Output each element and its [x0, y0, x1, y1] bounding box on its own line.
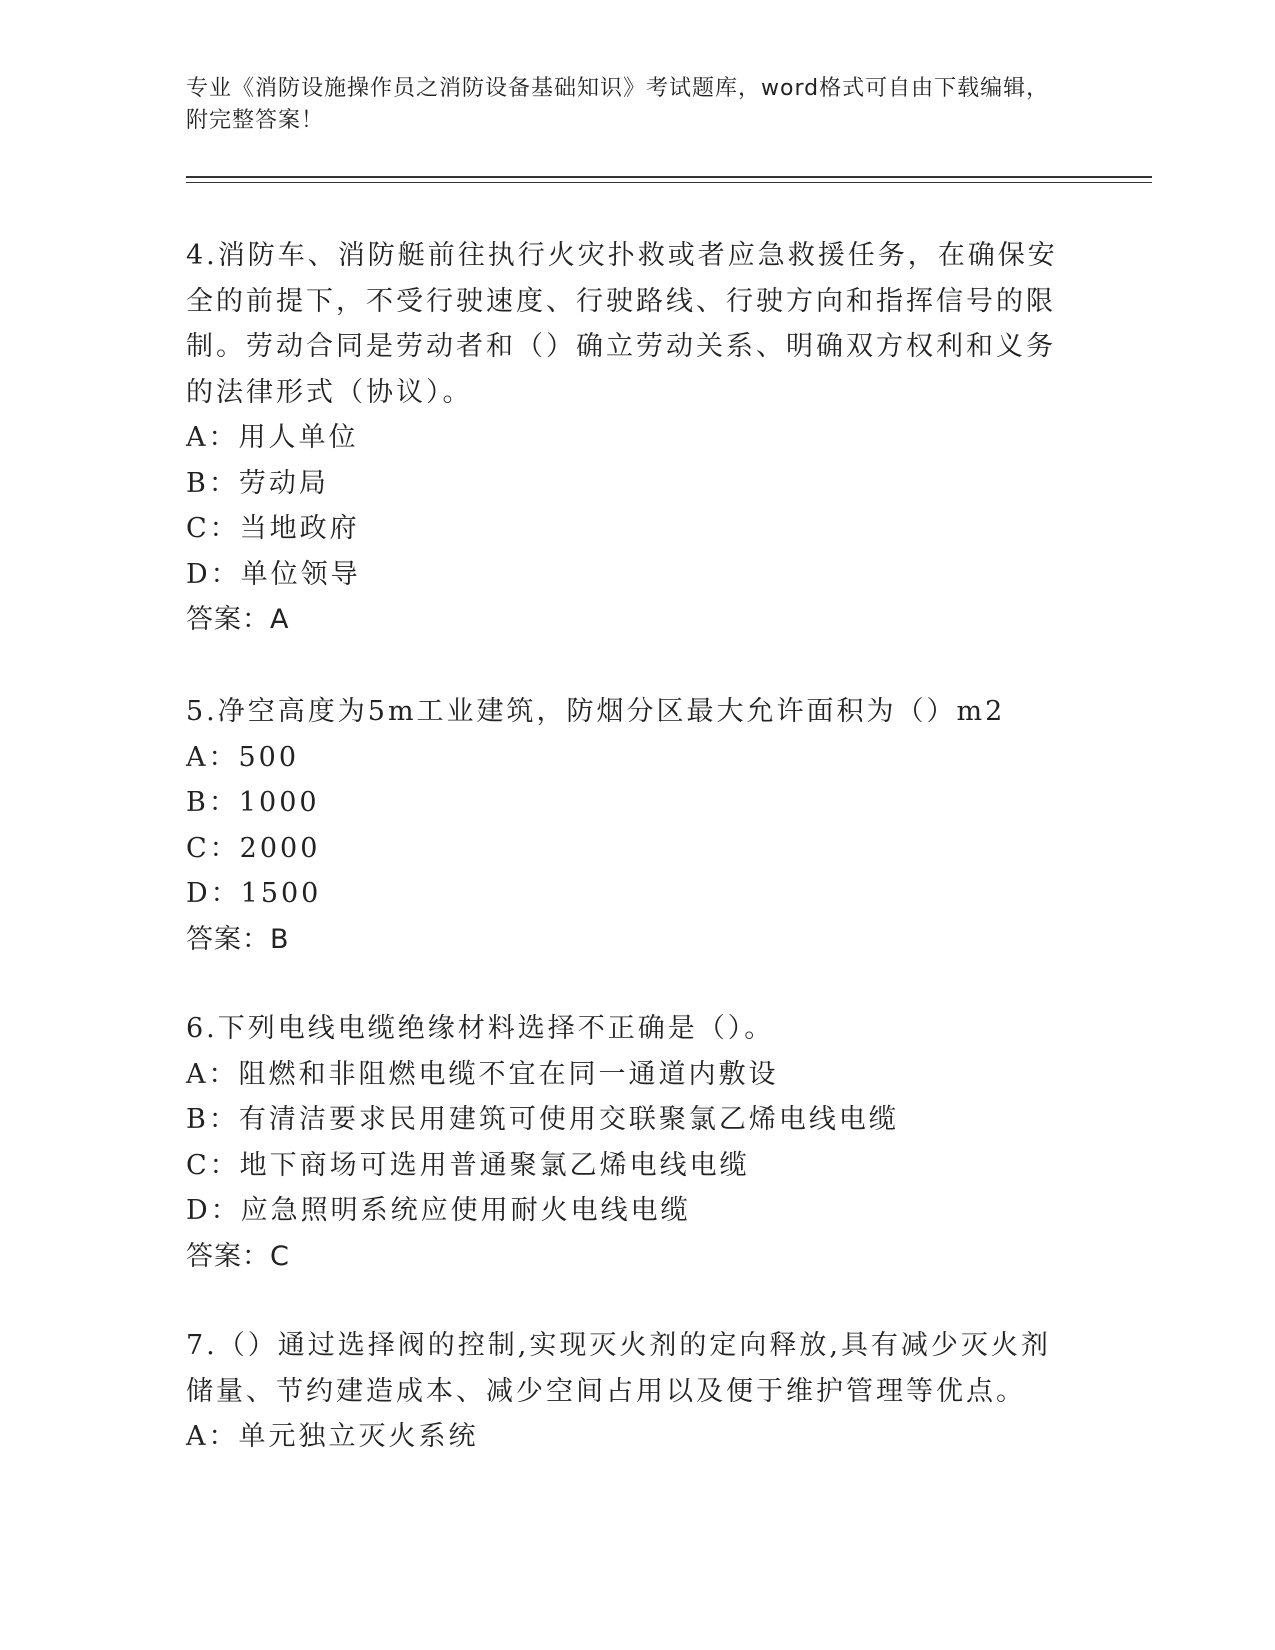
question-4	[186, 233, 1066, 643]
option-d: D：单位领导	[186, 558, 361, 590]
answer: 答案：B	[186, 923, 290, 955]
option-c: C：2000	[186, 832, 321, 864]
option-a: A：阻燃和非阻燃电缆不宜在同一通道内敷设	[186, 1058, 779, 1090]
question-stem: 4.消防车、消防艇前往执行火灾扑救或者应急救援任务，在确保安全的前提下，不受行驶速度、行驶路线、行驶方向和指挥信号的限制。劳动合同是劳动者和（）确立劳动关系、明确双方权利和义务的法律形式（协议）。	[186, 240, 1058, 408]
document-header: 专业《消防设施操作员之消防设备基础知识》考试题库，word格式可自由下载编辑，附完整答案！	[186, 76, 1050, 133]
option-c: C：当地政府	[186, 513, 360, 544]
option-a: A：单元独立灭火系统	[186, 1421, 479, 1452]
option-b: B：劳动局	[186, 467, 329, 499]
question-stem: 6.下列电线电缆绝缘材料选择不正确是（）。	[186, 1013, 775, 1044]
option-c: C：地下商场可选用普通聚氯乙烯电线电缆	[186, 1149, 750, 1181]
question-stem: 5.净空高度为5m工业建筑，防烟分区最大允许面积为（）m2	[186, 696, 1006, 727]
question-7	[186, 1323, 1066, 1460]
answer: 答案：C	[186, 1240, 290, 1272]
option-b: B：1000	[186, 787, 320, 818]
answer: 答案：A	[186, 604, 290, 635]
question-5	[186, 689, 1066, 962]
option-a: A：用人单位	[186, 422, 359, 453]
option-d: D：应急照明系统应使用耐火电线电缆	[186, 1195, 691, 1226]
header-divider	[186, 176, 1152, 178]
option-a: A：500	[186, 741, 300, 773]
question-6	[186, 1006, 1066, 1279]
option-d: D：1500	[186, 878, 322, 909]
option-b: B：有清洁要求民用建筑可使用交联聚氯乙烯电线电缆	[186, 1104, 899, 1135]
question-stem: 7.（）通过选择阀的控制,实现灭火剂的定向释放,具有减少灭火剂储量、节约建造成本、减少空间占用以及便于维护管理等优点。	[186, 1330, 1051, 1407]
header-divider-thin	[186, 182, 1152, 183]
